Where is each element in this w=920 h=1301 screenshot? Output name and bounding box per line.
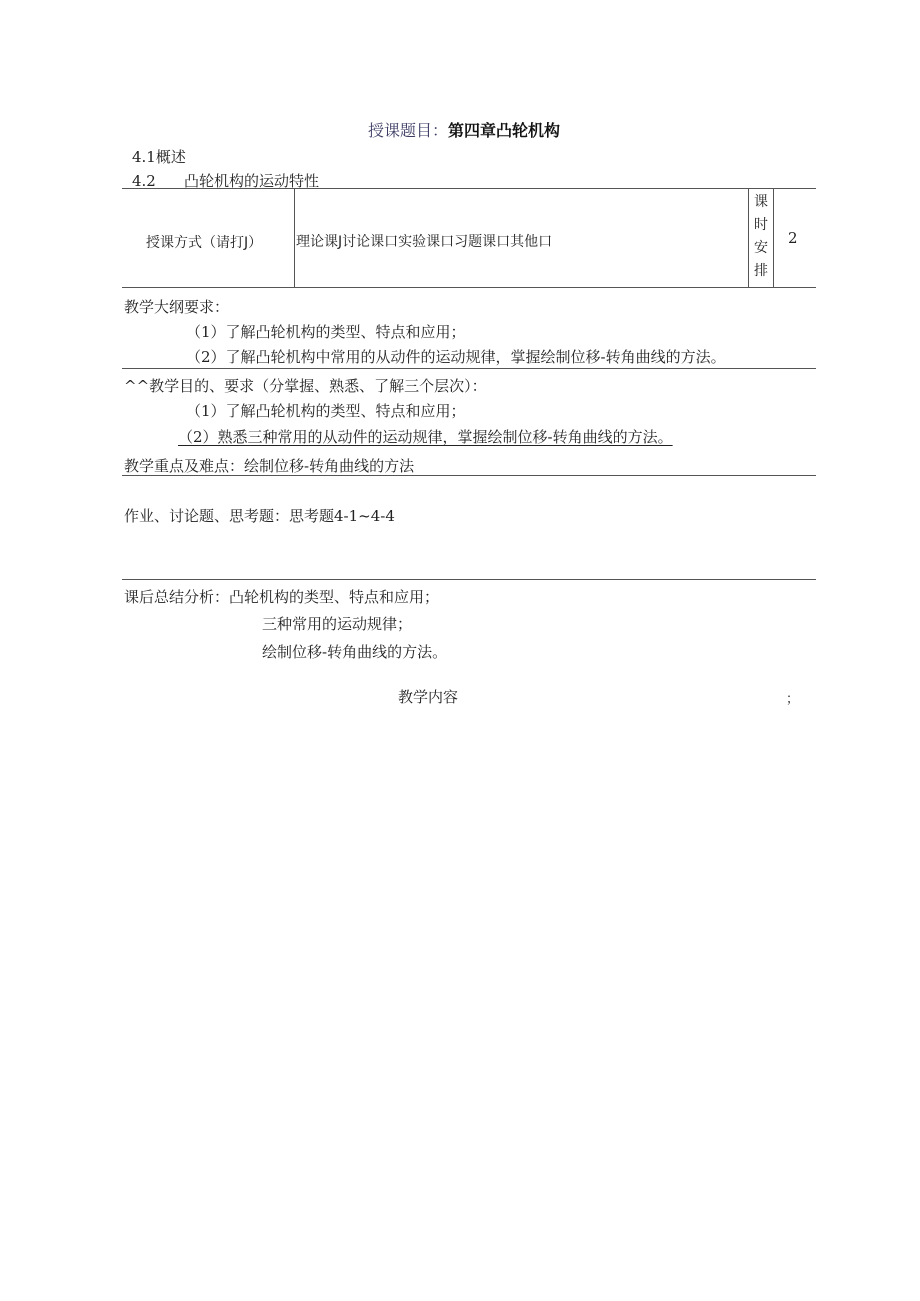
summary-line-3: 绘制位移-转角曲线的方法。: [262, 643, 448, 661]
table-bottom-border: [122, 287, 816, 288]
teaching-method-label: 授课方式（请打J）: [146, 235, 263, 251]
section-4-2-text: 凸轮机构的运动特性: [184, 172, 320, 190]
divider-key-points: [122, 475, 816, 476]
title-label: 授课题目：: [368, 121, 449, 140]
syllabus-item-2: （2）了解凸轮机构中常用的从动件的运动规律，掌握绘制位移-转角曲线的方法。: [186, 348, 726, 366]
table-divider-3: [773, 188, 774, 287]
key-points: 教学重点及难点：绘制位移-转角曲线的方法: [124, 457, 415, 475]
table-divider-1: [294, 188, 295, 287]
divider-syllabus: [122, 368, 816, 369]
syllabus-heading: 教学大纲要求：: [124, 298, 230, 316]
table-top-border: [122, 188, 816, 189]
divider-homework: [122, 579, 816, 580]
page-title: [368, 118, 560, 141]
summary-line-1: 课后总结分析：凸轮机构的类型、特点和应用；: [124, 588, 440, 606]
table-divider-2: [748, 188, 749, 287]
teaching-method-options: 理论课J讨论课口实验课口习题课口其他口: [296, 234, 553, 250]
summary-line-2: 三种常用的运动规律；: [262, 615, 413, 633]
section-4-1: 4.1概述: [132, 148, 186, 166]
hours-label: 课时安排: [754, 194, 768, 279]
objectives-item-2: （2）熟悉三种常用的从动件的运动规律，掌握绘制位移-转角曲线的方法。: [178, 428, 673, 446]
section-4-2-number: 4.2: [132, 172, 156, 190]
hours-value: 2: [788, 229, 798, 247]
stray-mark: ；: [786, 692, 800, 707]
title-value: 第四章凸轮机构: [448, 121, 561, 140]
objectives-heading: ^^教学目的、要求（分掌握、熟悉、了解三个层次）：: [124, 377, 487, 395]
objectives-item-1: （1）了解凸轮机构的类型、特点和应用；: [186, 402, 466, 420]
homework: 作业、讨论题、思考题：思考题4-1~4-4: [124, 507, 395, 525]
syllabus-item-1: （1）了解凸轮机构的类型、特点和应用；: [186, 323, 466, 341]
content-heading: 教学内容: [398, 688, 459, 706]
